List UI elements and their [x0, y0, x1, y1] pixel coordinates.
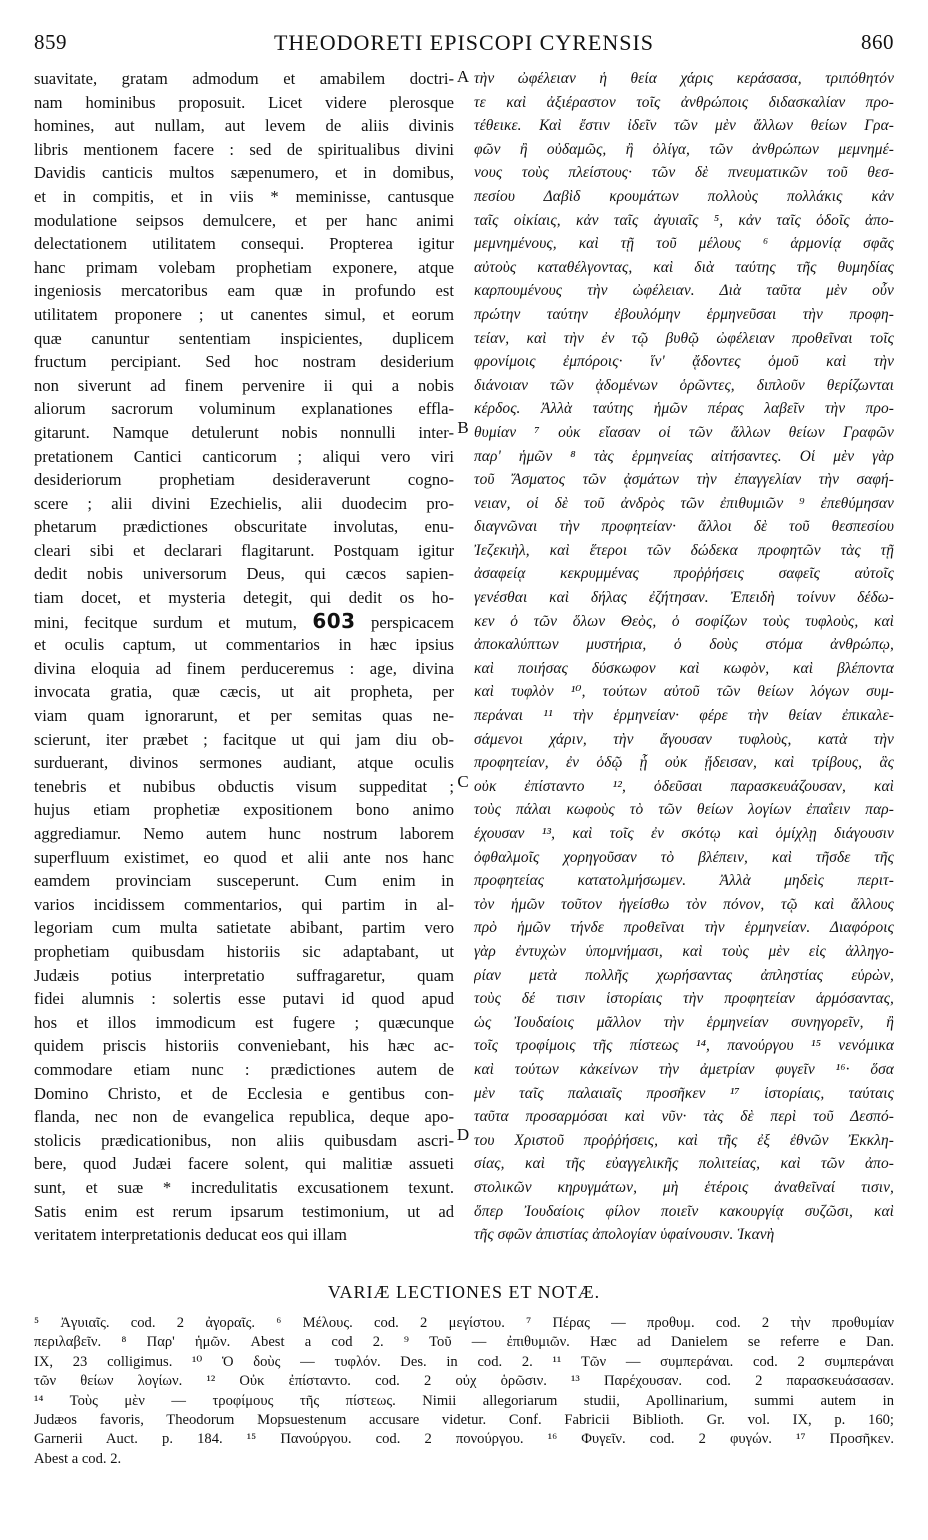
- text-line: πρώτην ταύτην ἐβουλόμην ἑρμηνεῦσαι τὴν προφη-: [474, 305, 894, 323]
- text-line: invocata gratia, quæ cæcis, ut ait propheta, per: [34, 682, 454, 702]
- greek-column: [474, 67, 894, 1247]
- text-line: eamdem provinciam susceperunt. Cum enim in: [34, 871, 454, 891]
- text-line: scierunt, iter præbet ; facitque ut qui jam diu ob-: [34, 729, 454, 749]
- text-line: bere, quod Judæi facere solent, qui malitiæ assueti: [34, 1154, 454, 1174]
- text-line: μὲν ταῖς παλαιαῖς προσῆκεν ¹⁷ ἱστορίαις, ταύταις: [474, 1084, 894, 1102]
- note-line: τῶν θείων λογίων. ¹² Οὐκ ἐπίσταντο. cod. 2 οὐχ ὁρῶσιν. ¹³ Παρέχουσαν. cod. 2 παρασκευάσασαν.: [34, 1373, 894, 1390]
- right-column-number: 860: [861, 30, 894, 54]
- text-line: divina eloquia ad finem perduceremus : age, divina: [34, 658, 454, 678]
- note-line: περιλαβεῖν. ⁸ Παρ' ἡμῶν. Abest a cod 2. ⁹ Τοῦ — ἐπιθυμιῶν. Hæc ad Danielem se referre e Dan.: [34, 1334, 894, 1351]
- text-line: στολικῶν κηρυγμάτων, μὴ ἑτέροις ἀναθεῖναί τισιν,: [474, 1178, 894, 1196]
- text-line: περάναι ¹¹ τὴν ἑρμηνείαν· φέρε τὴν θείαν ἐπικαλε-: [474, 707, 894, 725]
- text-line: dedit nobis universorum Deus, qui cæcos sapien-: [34, 564, 454, 584]
- text-line: τὴν ὠφέλειαν ἡ θεία χάρις κεράσασα, τριπόθητόν: [474, 70, 894, 87]
- text-line: fructum percipiant. Sed hoc nostram desiderium: [34, 352, 454, 372]
- text-line: hanc primam volebam prophetiam exponere, atque: [34, 257, 454, 277]
- text-line: ἀποκαλύπτων μυστήρια, ὁ δοὺς στόμα ἀνθρώπῳ,: [474, 636, 894, 654]
- text-line: gitarunt. Namque detulerunt nobis nonnulli inter-: [34, 422, 454, 442]
- text-line: ὀφθαλμοῖς χορηγοῦσαν τὸ βλέπειν, καὶ τῆσδε τῆς: [474, 848, 894, 866]
- text-line: φῶν ἢ οὐδαμῶς, ἢ ὀλίγα, τῶν ἀνθρώπων μεμνημέ-: [474, 140, 894, 158]
- text-line: phetarum prædictiones obscuritate involutas, enu-: [34, 517, 454, 537]
- text-line: sunt, et suæ * incredulitatis excusationem texunt.: [34, 1177, 454, 1197]
- text-line: τὸν ἡμῶν τοῦτον ἡγείσθω τὸν πόνον, τῷ καὶ ἄλλους: [474, 895, 894, 913]
- note-line: ¹⁴ Τοὺς μὲν — τροφίμους τῆς πίστεως. Nimii allegoriarum studii, Apollinarium, summi autem in: [34, 1392, 894, 1409]
- text-line: κέρδος. Ἀλλὰ ταύτης ἡμῶν πέρας λαβεῖν τὴν προ-: [474, 400, 894, 418]
- text-line: διάνοιαν τῶν ᾀδομένων ὁρῶντες, διπλοῦν θερίζωνται: [474, 376, 894, 394]
- text-line: παρ' ἡμῶν ⁸ τὰς ἑρμηνείας αἰτήσαντες. Οἱ μὲν γὰρ: [474, 447, 894, 465]
- text-line: ingeniosis mercatoribus eam quæ in profundo est: [34, 281, 454, 301]
- text-line: διαγνῶναι τὴν προφητείαν· ἄλλοι δὲ τοῦ θεσπεσίου: [474, 518, 894, 536]
- text-line: suavitate, gratam admodum et amabilem doctri-: [34, 69, 454, 88]
- text-line: νους τοὺς πλείστους· τῶν δὲ πνευματικῶν τοῦ θεσ-: [474, 164, 894, 182]
- text-line: φρονίμοις ἐμπόροις· ἵν' ᾄδοντες ὁμοῦ καὶ τὴν: [474, 353, 894, 371]
- text-line: προφητείαν, ἐν ὁδῷ ᾗ οὐκ ᾔδεισαν, καὶ τρίβους, ἃς: [474, 754, 894, 772]
- text-line: αὐτοὺς καταθέλγοντας, καὶ διὰ ταύτης τῆς θυμηδίας: [474, 258, 894, 276]
- page-header: [34, 30, 894, 60]
- text-line: καὶ τυφλὸν ¹⁰, τούτων αὐτοῦ τῶν θείων λόγων συμ-: [474, 683, 894, 701]
- text-line: σίας, καὶ τῆς εὐαγγελικῆς πολιτείας, καὶ τῶν ἀπο-: [474, 1155, 894, 1173]
- text-line: τοῦ Ἄσματος τῶν ᾀσμάτων τὴν ἐπαγγελίαν τὴν σαφή-: [474, 471, 894, 489]
- text-line: tenebris et nubibus obductis visum suppeditat ;: [34, 776, 454, 796]
- page-number: 603: [312, 609, 356, 633]
- text-line: aliorum sacrorum voluminum explanationes effla-: [34, 399, 454, 419]
- text-line: homines, aut nullam, aut levem de aliis divinis: [34, 116, 454, 136]
- text-line: καὶ ποιήσας δύσκωφον καὶ κωφὸν, καὶ βλέποντα: [474, 659, 894, 677]
- text-line: superfluum existimet, eo quod et alii ante nos hanc: [34, 847, 454, 867]
- margin-marker-c: C: [457, 772, 469, 791]
- text-line: et oculis captum, ut commentarios in hæc ipsius: [34, 635, 454, 655]
- notes-block: [34, 1314, 894, 1469]
- text-line: Domino Christo, et de Ecclesia e gentibus con-: [34, 1083, 454, 1103]
- text-line: Ἰεζεκιὴλ, καὶ ἕτεροι τῶν δώδεκα προφητῶν τὰς τῇ: [474, 541, 894, 559]
- text-line: θυμίαν ⁷ οὐκ εἴασαν οἱ τῶν ἄλλων θείων Γραφῶν: [474, 423, 894, 441]
- text-line: veritatem interpretationis deducat eos qui illam: [34, 1225, 347, 1245]
- text-line: aggrediamur. Nemo autem hunc nostrum laborem: [34, 824, 454, 843]
- text-line: modulatione seipsos demulcere, et per hanc animi: [34, 210, 454, 230]
- text-line: flanda, nec non de evangelica republica, deque apo-: [34, 1107, 454, 1127]
- text-line: commodare etiam nunc : prædictiones autem de: [34, 1059, 454, 1079]
- text-line: scere ; alii divini Ezechielis, alii duodecim pro-: [34, 493, 454, 513]
- note-line: Judæos favoris, Theodorum Mopsuestenum accusare videtur. Conf. Fabricii Biblioth. Gr. vol. IX, p. 160;: [34, 1411, 894, 1428]
- text-line: non siverunt ad finem pervenire ii qui a nobis: [34, 375, 454, 395]
- text-line: πρὸ ἡμῶν τήνδε προθεῖναι τὴν ἑρμηνείαν. Διαφόροις: [474, 919, 894, 937]
- margin-marker-a: A: [456, 67, 470, 86]
- text-line: μεμνημένους, καὶ τῇ τοῦ μέλους ⁶ ἁρμονίᾳ σφᾶς: [474, 235, 894, 253]
- text-line: libris mentionem facere : sed de spiritualibus divini: [34, 139, 454, 159]
- text-line: πεσίου Δαβὶδ κρουμάτων πολλοὺς πολλάκις κἀν: [474, 187, 894, 205]
- text-segment: perspicacem: [355, 612, 454, 632]
- text-line: delectationem utilitatem consequi. Propterea igitur: [34, 234, 454, 254]
- text-line: Satis enim est rerum ipsarum testimonium, ut ad: [34, 1201, 454, 1221]
- note-line: Garnerii Auct. p. 184. ¹⁵ Πανούργου. cod. 2 πονούργου. ¹⁶ Φυγεῖν. cod. 2 φυγών. ¹⁷ Προσῆκεν.: [34, 1431, 894, 1448]
- left-column-number: 859: [34, 30, 67, 54]
- margin-marker-b: B: [457, 418, 469, 437]
- text-line: τοῖς τροφίμοις τῆς πίστεως ¹⁴, πανούργου ¹⁵ νενόμικα: [474, 1037, 894, 1055]
- text-line: et in compitis, et in viis * meminisse, cantusque: [34, 186, 454, 206]
- text-line: τῆς σφῶν ἀπιστίας ἀπολογίαν ὑφαίνουσιν. Ἱκανὴ: [474, 1226, 775, 1244]
- notes-heading: VARIÆ LECTIONES ET NOTÆ.: [327, 1282, 601, 1302]
- text-line: [34, 610, 454, 634]
- text-line: quidem priscis historiis conveniebant, his hæc ac-: [34, 1036, 454, 1056]
- text-line: νειαν, οἱ δὲ τοῦ ἀνδρὸς τῶν ἐπιθυμιῶν ⁹ ἐπεθύμησαν: [474, 494, 894, 512]
- text-line: tiam docet, et mysteria detegit, qui dedit os ho-: [34, 588, 454, 608]
- text-line: Judæis potius interpretatio suffragaretur, quam: [34, 965, 454, 985]
- text-line: καὶ τούτων κἀκείνων τὴν ἀμετρίαν φυγεῖν ¹⁶· ὅσα: [474, 1060, 894, 1078]
- text-line: viam quam ignorarunt, et per semitas quas ne-: [34, 706, 454, 726]
- text-line: γὰρ ἐντυχὼν ὑπομνήμασι, καὶ τοὺς μὲν εἰς ἀλληγο-: [474, 942, 894, 960]
- text-line: τείαν, καὶ τὴν ἐν τῷ βυθῷ ὠφέλειαν προθεῖναι τοῖς: [474, 329, 894, 347]
- text-line: σάμενοι χάριν, τὴν ἄγουσαν τυφλοὺς, κατὰ τὴν: [474, 730, 894, 748]
- text-line: quæ canuntur sententiam inspicientes, duplicem: [34, 328, 454, 348]
- note-line: IX, 23 colligimus. ¹⁰ Ὁ δοὺς — τυφλόν. Des. in cod. 2. ¹¹ Τῶν — συμπεράναι. cod. 2 συμπεράναι: [34, 1353, 894, 1370]
- text-line: Davidis canticis multos sæpenumero, et in domibus,: [34, 163, 454, 183]
- latin-column: [34, 67, 454, 1247]
- text-line: nam hominibus proposuit. Licet videre plerosque: [34, 92, 454, 112]
- text-line: τοὺς πάλαι κωφοὺς τὸ τῶν θείων λογίων ἐπαΐειν παρ-: [474, 801, 894, 819]
- text-line: ἀσαφείᾳ κεκρυμμένας προῤῥήσεις σαφεῖς αὐτοῖς: [474, 565, 894, 583]
- text-line: prophetiam quibusdam historiis sic adaptabant, ut: [34, 941, 454, 961]
- text-line: varios incidissem commentarios, qui partim in al-: [34, 894, 454, 914]
- text-line: legoriam cum multa satietate abibant, partim vero: [34, 918, 454, 938]
- margin-marker-d: D: [456, 1125, 470, 1144]
- text-line: του Χριστοῦ προῤῥήσεις, καὶ τῆς ἐξ ἐθνῶν Ἐκκλη-: [474, 1131, 894, 1149]
- text-line: ὅπερ Ἰουδαίοις φίλον ποιεῖν κακουργίᾳ συζῶσι, καὶ: [474, 1202, 894, 1220]
- note-line: ⁵ Ἀγυιαῖς. cod. 2 ἀγοραῖς. ⁶ Μέλους. cod. 2 μεγίστου. ⁷ Πέρας — προθυμ. cod. 2 τὴν προθυμίαν: [34, 1315, 894, 1331]
- text-line: ρίαν μετὰ πολλῆς χωρήσαντας ἀπληστίας εὑρὼν,: [474, 966, 894, 984]
- text-line: τοὺς δέ τισιν ἱστορίαις τὴν προφητείαν ἁρμόσαντας,: [474, 990, 894, 1008]
- text-line: utilitatem proponere ; ut canentes simul, et eorum: [34, 304, 454, 324]
- text-line: ταῦτα προσαρμόσαι καὶ νῦν· τὰς δὲ περὶ τοῦ Δεσπό-: [474, 1108, 894, 1126]
- text-line: desideriorum prophetiam desideraverunt cogno-: [34, 470, 454, 490]
- text-line: cleari sibi et declarari flagitarunt. Postquam igitur: [34, 540, 454, 560]
- note-line: Abest a cod. 2.: [34, 1450, 122, 1467]
- text-line: ταῖς οἰκίαις, κἀν ταῖς ἀγυιαῖς ⁵, κἀν ταῖς ὁδοῖς ἀπο-: [474, 211, 894, 229]
- text-line: καρπουμένους τὴν ὠφέλειαν. Διὰ ταῦτα μὲν οὖν: [474, 282, 894, 300]
- text-line: hos et illos immodicum est fugere ; quæcunque: [34, 1012, 454, 1032]
- text-line: κεν ὁ τῶν ὅλων Θεὸς, ὁ σοφίζων τοὺς τυφλοὺς, καὶ: [474, 612, 894, 630]
- text-line: surduerant, divinos sermones audiant, atque oculis: [34, 753, 454, 773]
- text-line: τε καὶ ἀξιέραστον τοῖς ἀνθρώποις διδασκαλίαν προ-: [474, 93, 894, 111]
- text-line: προφητείας κατατολμήσωμεν. Ἀλλὰ μηδεὶς περιτ-: [474, 872, 894, 890]
- text-line: hujus etiam prophetiæ expositionem bono animo: [34, 800, 454, 820]
- text-line: stolicis prædicationibus, non aliis quibusdam ascri-: [34, 1130, 454, 1150]
- text-line: τέθεικε. Καὶ ἔστιν ἰδεῖν τῶν μὲν ἄλλων θείων Γρα-: [474, 117, 894, 135]
- text-line: έχουσαν ¹³, καὶ τοῖς ἐν σκότῳ καὶ ὁμίχλῃ διάγουσιν: [474, 825, 894, 842]
- text-line: pretationem Cantici canticorum ; aliqui vero viri: [34, 446, 454, 466]
- text-line: ὡς Ἰουδαίοις μᾶλλον τὴν ἑρμηνείαν συνηγορεῖν, ἢ: [474, 1013, 894, 1031]
- running-title: THEODORETI EPISCOPI CYRENSIS: [273, 30, 655, 55]
- text-line: γενέσθαι καὶ δήλας ἐζήτησαν. Ἐπειδὴ τοίνυν δέδω-: [474, 589, 894, 607]
- text-line: οὐκ ἐπίσταντο ¹², ὁδεῦσαι παρασκευάζουσαν, καὶ: [474, 777, 894, 795]
- text-line: fidei alumnis : solertis esse putavi id quod apud: [34, 989, 454, 1009]
- text-segment: mini, fecitque surdum et mutum,: [34, 612, 313, 632]
